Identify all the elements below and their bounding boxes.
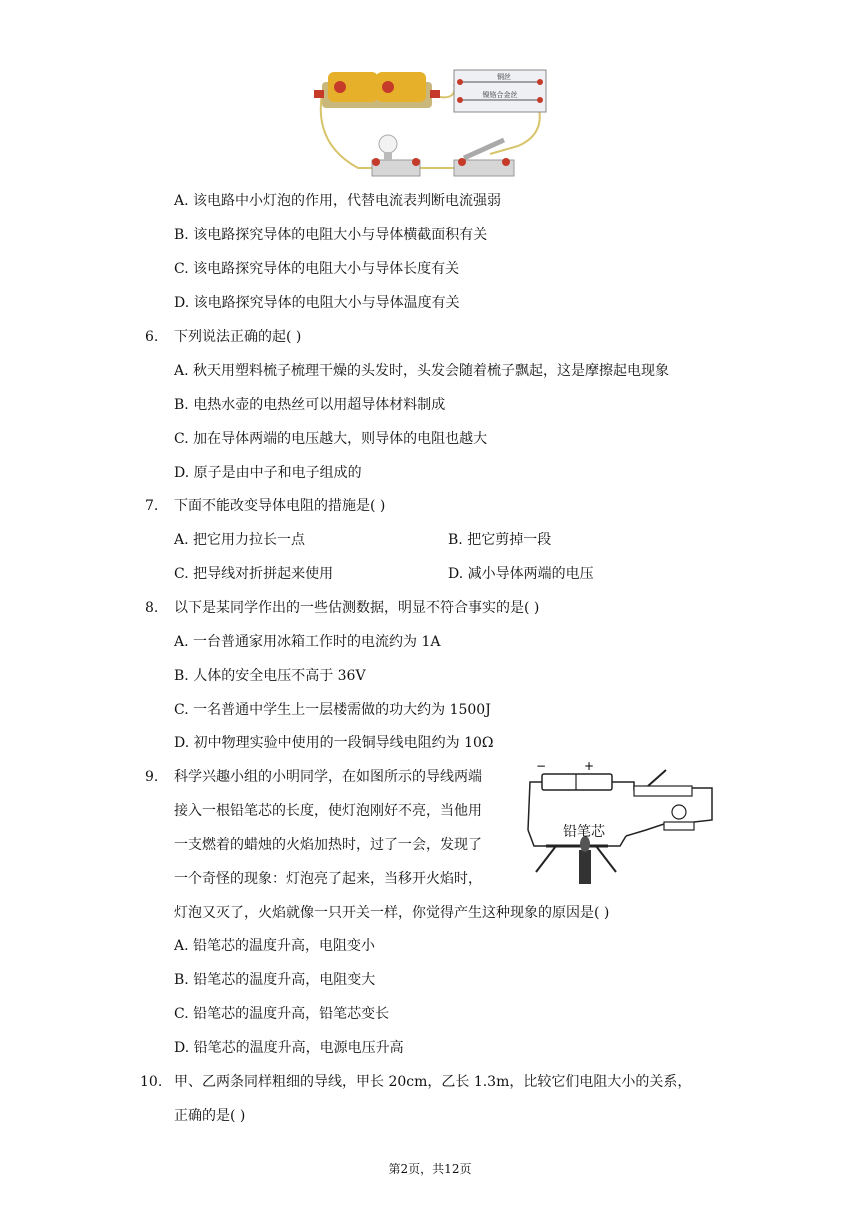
q6-option-d: D. 原子是由中子和电子组成的 <box>174 465 362 481</box>
q8-option-c: C. 一名普通中学生上一层楼需做的功大约为 1500J <box>174 702 491 718</box>
q6-option-c: C. 加在导体两端的电压越大，则导体的电阻也越大 <box>174 431 488 447</box>
q9-option-a: A. 铅笔芯的温度升高，电阻变小 <box>174 938 376 954</box>
page-number: 第2页，共12页 <box>388 1162 472 1176</box>
pencil-lead-label: 铅笔芯 <box>563 824 605 840</box>
q6-option-b: B. 电热水壶的电热丝可以用超导体材料制成 <box>174 397 446 413</box>
q10-stem-line-1: 甲、乙两条同样粗细的导线，甲长 20cm，乙长 1.3m，比较它们电阻大小的关系， <box>174 1074 692 1090</box>
q5-option-a: A. 该电路中小灯泡的作用，代替电流表判断电流强弱 <box>174 193 502 209</box>
q9-option-b: B. 铅笔芯的温度升高，电阻变大 <box>174 972 376 988</box>
pencil-lead-circuit-figure <box>516 760 722 888</box>
q7-option-a: A. 把它用力拉长一点 <box>174 532 306 548</box>
q7-stem: 下面不能改变导体电阻的措施是( ) <box>174 498 386 514</box>
q7-option-c: C. 把导线对折拼起来使用 <box>174 566 334 582</box>
q9-stem-line-4: 一个奇怪的现象：灯泡亮了起来，当移开火焰时， <box>174 871 482 887</box>
q9-stem-line-5: 灯泡又灭了，火焰就像一只开关一样，你觉得产生这种现象的原因是( ) <box>174 905 610 921</box>
q6-option-a: A. 秋天用塑料梳子梳理干燥的头发时，头发会随着梳子飘起，这是摩擦起电现象 <box>174 363 670 379</box>
q5-option-c: C. 该电路探究导体的电阻大小与导体长度有关 <box>174 261 460 277</box>
q7-option-d: D. 减小导体两端的电压 <box>448 566 594 582</box>
q8-option-b: B. 人体的安全电压不高于 36V <box>174 668 366 684</box>
q6-stem: 下列说法正确的起( ) <box>174 329 302 345</box>
q6-number: 6. <box>145 329 159 345</box>
q9-stem-line-1: 科学兴趣小组的小明同学，在如图所示的导线两端 <box>174 769 482 785</box>
q7-option-b: B. 把它剪掉一段 <box>448 532 552 548</box>
svg-text:+: + <box>584 760 595 773</box>
q9-stem-line-2: 接入一根铅笔芯的长度，使灯泡刚好不亮，当他用 <box>174 803 482 819</box>
q5-option-b: B. 该电路探究导体的电阻大小与导体横截面积有关 <box>174 227 488 243</box>
nichrome-wire-label: 镍铬合金丝 <box>482 91 518 99</box>
q8-option-d: D. 初中物理实验中使用的一段铜导线电阻约为 10Ω <box>174 735 494 751</box>
copper-wire-label: 铜丝 <box>497 73 511 81</box>
circuit-figure-top <box>308 64 548 182</box>
q9-option-c: C. 铅笔芯的温度升高，铅笔芯变长 <box>174 1006 390 1022</box>
q10-number: 10. <box>140 1074 163 1090</box>
svg-text:−: − <box>536 760 547 773</box>
q9-option-d: D. 铅笔芯的温度升高，电源电压升高 <box>174 1040 404 1056</box>
q8-stem: 以下是某同学作出的一些估测数据，明显不符合事实的是( ) <box>174 600 540 616</box>
q5-option-d: D. 该电路探究导体的电阻大小与导体温度有关 <box>174 295 460 311</box>
q7-number: 7. <box>145 498 159 514</box>
q8-number: 8. <box>145 600 159 616</box>
q9-stem-line-3: 一支燃着的蜡烛的火焰加热时，过了一会，发现了 <box>174 837 482 853</box>
q9-number: 9. <box>145 769 159 785</box>
q10-stem-line-2: 正确的是( ) <box>174 1108 246 1124</box>
q8-option-a: A. 一台普通家用冰箱工作时的电流约为 1A <box>174 634 441 650</box>
